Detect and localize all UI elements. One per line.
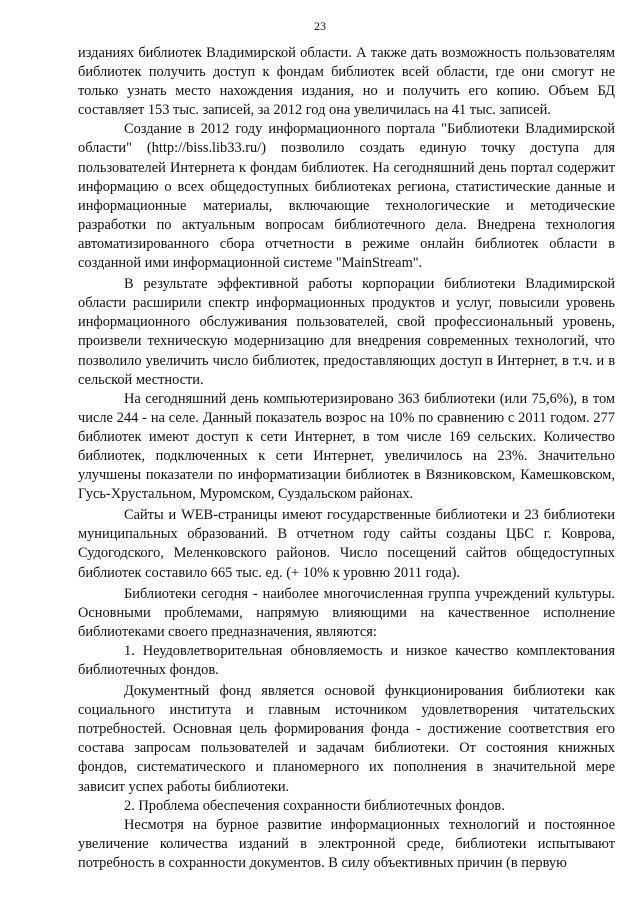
paragraph-computerization: На сегодняшний день компьютеризировано 363 библиотеки (или 75,6%), в том числе 244 - на селе. Данный показатель возрос на 10% по сравнению с 2011 годом. 277 библиотек имеют доступ к сети Интернет, в том числе 169 сельских. Количество библиотек, подключенных к сети Интернет, увеличилось на 23%. Значительно улучшены показатели по информатизации библиотек в Вязниковском, Камешковском, Гусь-Хрустальном, Муромском, Суздальском районах. — [78, 390, 615, 503]
paragraph-portal: Создание в 2012 году информационного портала "Библиотеки Владимирской области" (http://biss.lib33.ru/) позволило создать единую точку доступа для пользователей Интернета к фондам библиотек. На сегодняшний день портал содержит информацию о всех общедоступных библиотеках региона, статистические данные и информационные материалы, включающие технологические и методические разработки по актуальным вопросам библиотечного дела. Внедрена технология автоматизированного сбора отчетности в режиме онлайн библиотек области в созданной ими информационной системе "MainStream". — [78, 121, 615, 272]
paragraph-document-fund: Документный фонд является основой функционирования библиотеки как социального института и главным источником удовлетворения читательских потребностей. Основная цель формирования фонда - достижение соответствия его состава запросам пользователей и задачам библиотеки. От состояния книжных фондов, систематического и планомерного их пополнения в значительной мере зависит успех работы библиотеки. — [78, 683, 615, 795]
paragraph-corporation: В результате эффективной работы корпорации библиотеки Владимирской области расширили спектр информационных продуктов и услуг, повысили уровень информационного обслуживания пользователей, свой профессиональный уровень, произвели техническую модернизацию для внедрения современных технологий, что позволило увеличить число библиотек, предоставляющих доступ в Интернет, в т.ч. и в сельской местности. — [78, 276, 615, 388]
paragraph-websites: Сайты и WEB-страницы имеют государственные библиотеки и 23 библиотеки муниципальных образований. В отчетном году сайты созданы ЦБС г. Коврова, Судогодского, Меленковского районов. Число посещений сайтов общедоступных библиотек составило 665 тыс. ед. (+ 10% к уровню 2011 года). — [78, 507, 615, 581]
page-number: 23 — [314, 19, 326, 33]
paragraph-problems: Библиотеки сегодня - наиболее многочисленная группа учреждений культуры. Основными проблемами, напрямую влияющими на качественное исполнение библиотеками своего предназначения, являются: — [78, 585, 615, 640]
paragraph-continuation: изданиях библиотек Владимирской области. А также дать возможность пользователям библиотек получить доступ к фондам библиотек всей области, где они смогут не только узнать место нахождения издания, но и получить его копию. Объем БД составляет 153 тыс. записей, за 2012 год она увеличилась на 41 тыс. записей. — [78, 45, 615, 119]
paragraph-preservation: Несмотря на бурное развитие информационных технологий и постоянное увеличение количества изданий в электронной среде, библиотеки испытывают потребность в сохранности документов. В силу объективных причин (в первую — [78, 816, 615, 871]
list-item-1: 1. Неудовлетворительная обновляемость и низкое качество комплектования библиотечных фондов. — [78, 642, 615, 678]
body-text — [78, 44, 615, 873]
list-item-2: 2. Проблема обеспечения сохранности библиотечных фондов. — [124, 797, 505, 814]
